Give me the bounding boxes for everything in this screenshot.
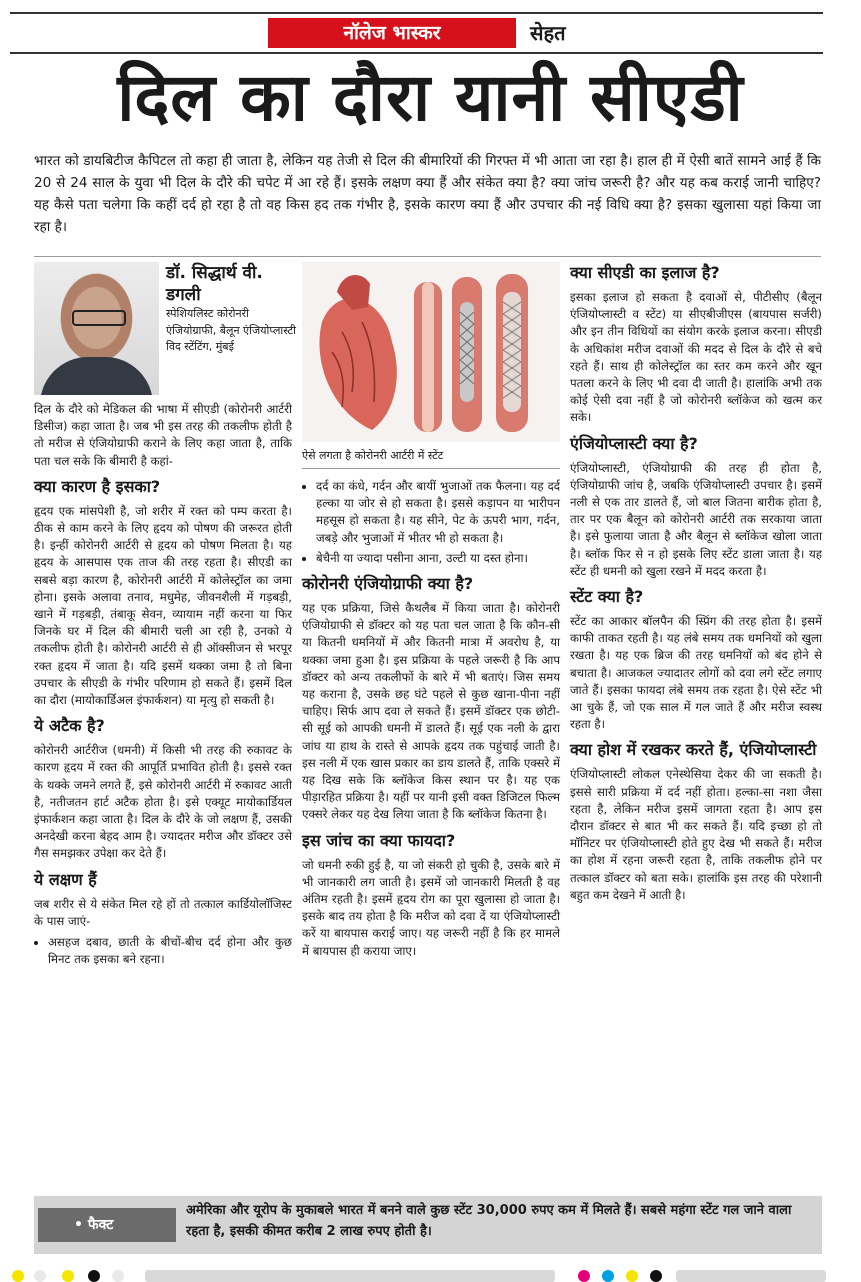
fact-label-text: • फैक्ट (74, 1217, 114, 1233)
heading-conscious: क्या होश में रखकर करते हैं, एंजियोप्लास्टी (570, 740, 817, 760)
author-description: स्पेशियलिस्ट कोरोनरी एंजियोग्राफी, बैलून एंजियोप्लास्टी विद स्टेंटिंग, मुंबई (166, 307, 296, 353)
paragraph-causes: हृदय एक मांसपेशी है, जो शरीर में रक्त को पम्प करता है। ठीक से काम करने के लिए हृदय को पोषण की जरूरत होती है। इन्हीं कोरोनरी आर्टरी से हृदय को पोषण मिलता है। यह हृदय के आसपास एक ताज की तरह रहता है। सीएडी का सबसे बड़ा कारण है, कोरोनरी आर्टरी में कोलेस्ट्रॉल का जमा होना। इसके अलावा तनाव, मधुमेह, जीवनशैली में गड़बड़ी, खाने में गड़बड़ी, तंबाकू सेवन, व्यायाम नहीं करना या फिर जिनके घर में दिल की बीमारी चली आ रही है, उनको ये तकलीफ होती है। कोरोनरी आर्टरी से ही ऑक्सीजन से भरपूर रक्त हृदय में जाता है। यदि इसमें थक्का जमा है तो बिना उपचार के सीएडी के गंभीर परिणाम हो सकते हैं। इसमें दिल का दौरा (मायोकार्डिअल इंफार्कशन) या मृत्यु हो सकती है। (34, 503, 292, 708)
paragraph-angiography: यह एक प्रक्रिया, जिसे कैथलैब में किया जाता है। कोरोनरी एंजियोग्राफी से डॉक्टर को यह पता चल जाता है कि कौन-सी या कितनी धमनियों में और कितनी मात्रा में अवरोध है, या थक्का जमा हुआ है। इस प्रक्रिया के पहले जरूरी है कि आप डॉक्टर को अन्य तकलीफों के बारे में भी बताएं। जिस समय यह कराना है, उसके छह घंटे पहले से कुछ खाना-पीना नहीं चाहिए। सिर्फ आप दवा ले सकते हैं। इसमें डॉक्टर एक छोटी-सी सूई को आपकी धमनी में डालते हैं। सूई एक नली के द्वारा जांघ या हाथ के रास्ते से आपके हृदय तक पहुंचाई जाती है। इस नली में एक खास प्रकार का डाय डालते हैं, ताकि एक्सरे में यह दिख सके कि ब्लॉकेज किस स्थान पर है। यह एक पीड़ारहित प्रक्रिया है। यहीं पर यानी इसी वक्त डिजिटल फिल्म एक्सरे लेकर यह देख लिया जाता है कि ब्लॉकेज कितना है। (302, 601, 560, 822)
registration-dot (578, 1270, 590, 1282)
paragraph-angioplasty: एंजियोप्लास्टी, एंजियोग्राफी की तरह ही होता है, एंजियोग्राफी जांच है, जबकि एंजियोप्लास्टी उपचार है। इसमें नली से एक तार डालते हैं, जो बाल जितना बारीक होता है, तार पर एक बैलून को कोरोनरी आर्टरी तक सरकाया जाता है। इसे फुलाया जाता है और बैलून से ब्लॉकेज खोला जाता है। ब्लॉक फिर से न हो इसके लिए स्टेंट डाला जाता है। यह स्टेंट ही धमनी को खुला रखने में मदद करता है। (570, 460, 822, 578)
registration-strip (145, 1270, 555, 1282)
brand-label: नॉलेज भास्कर (268, 18, 516, 48)
registration-dot (12, 1270, 24, 1282)
intro-paragraph: भारत को डायबिटीज कैपिटल तो कहा ही जाता है, लेकिन यह तेजी से दिल की बीमारियों की गिरफ्त में भी आता जा रहा है। हाल ही में ऐसी बातें सामने आई हैं कि 20 से 24 साल के युवा भी दिल के दौरे की चपेट में आ रहे हैं। इसके लक्षण क्या हैं और संकेत क्या है? क्या जांच जरूरी है? और यह कब कराई जानी चाहिए? यह कैसे पता चलेगा कि कहीं दर्द हो रहा है तो वह किस हद तक गंभीर है, इसके कारण क्या हैं और उपचार की नई विधि क्या है? इसका खुलासा यहां किया जा रहा है। (34, 153, 821, 235)
symptom-list (34, 934, 292, 968)
registration-dot (62, 1270, 74, 1282)
heading-attack: ये अटैक है? (34, 716, 105, 736)
heading-stent: स्टेंट क्या है? (570, 587, 644, 607)
symptom-list-continued (302, 478, 560, 567)
heading-causes: क्या कारण है इसका? (34, 476, 161, 496)
heading-angioplasty: एंजियोप्लास्टी क्या है? (570, 433, 698, 453)
heading-benefit: इस जांच का क्या फायदा? (302, 830, 456, 850)
fact-label (38, 1208, 176, 1242)
paragraph-attack: कोरोनरी आर्टरीज (धमनी) में किसी भी तरह की रुकावट के कारण हृदय में रक्त की आपूर्ति प्रभावित होती है। इससे रक्त के थक्के जमने लगते हैं, इसे कोरोनरी आर्टरी में रुकावट आती है, नतीजतन हार्ट अटैक होता है। इसे एक्यूट मायोकार्डियल इंफार्कशन कहा जाता है। दिल के दौरे के जो लक्षण हैं, उसकी अनदेखी करना बेहद आम है। ज्यादतर मरीज और डॉक्टर उसे गैस समझकर उपेक्षा कर देते हैं। (34, 743, 292, 861)
paragraph-symptoms: जब शरीर से ये संकेत मिल रहे हों तो तत्काल कार्डियोलॉजिस्ट के पास जाएं- (34, 896, 292, 928)
heading-treatment: क्या सीएडी का इलाज है? (570, 263, 720, 282)
symptom-item: • असहज दबाव, छाती के बीचों-बीच दर्द होना और कुछ मिनट तक इसका बने रहना। (48, 934, 292, 968)
symptom-item: • बेचैनी या ज्यादा पसीना आना, उल्टी या दस्त होना। (316, 550, 560, 567)
registration-dot (650, 1270, 662, 1282)
author-block (166, 262, 296, 356)
paragraph-conscious: एंजियोप्लास्टी लोकल एनेस्थेसिया देकर की जा सकती है। इससे सारी प्रक्रिया में दर्द नहीं होता। हल्का-सा नशा जैसा रहता है, लेकिन मरीज इसमें जागता रहता है। आप इस दौरान डॉक्टर से बात भी कर सकते हैं। यदि इच्छा हो तो मॉनिटर पर एंजियोप्लास्टी होते हुए देख भी सकते हैं। मरीज का होश में रहना जरूरी रहता है, ताकि तकलीफ होने पर तत्काल डॉक्टर को बता सके। हालांकि इस तरह की परेशानी बहुत कम देखने में आती है। (570, 767, 822, 902)
paragraph-stent: स्टेंट का आकार बॉलपैन की स्प्रिंग की तरह होता है। इसमें काफी ताकत रहती है। यह लंबे समय तक धमनियों को खुला रखता है। यह एक ब्रिज की तरह धमनियों को बंद होने से बचाता है। आजकल ज्यादातर लोगों को दवा लगे स्टेंट लगाए जाते हैं। इसका फायदा लंबे समय तक रहता है। ऐसे स्टेंट भी आ चुके हैं, जो एक साल में गल जाते हैं और मरीज स्वस्थ रहता है। (570, 614, 822, 732)
registration-dot (112, 1270, 124, 1282)
registration-dot (626, 1270, 638, 1282)
header-bottom-rule (10, 52, 823, 54)
column-1 (34, 401, 292, 972)
figure-caption: ऐसे लगता है कोरोनरी आर्टरी में स्टेंट (302, 449, 444, 462)
registration-dot (602, 1270, 614, 1282)
fact-text: अमेरिका और यूरोप के मुकाबले भारत में बनने वाले कुछ स्टेंट 30,000 रुपए कम में मिलते हैं। सबसे महंगा स्टेंट गल जाने वाला रहता है, इसकी कीमत करीब 2 लाख रुपए होती है। (186, 1203, 792, 1239)
section-label: सेहत (530, 21, 566, 45)
registration-dot (88, 1270, 100, 1282)
paragraph-benefit: जो धमनी रुकी हुई है, या जो संकरी हो चुकी है, उसके बारे में भी जानकारी लग जाती है। इसमें जो जानकारी मिलती है वह अंतिम रहती है। इसमें हृदय रोग का पूरा खुलासा हो जाता है। इसके बाद तय होता है कि मरीज को दवा दें या एंजियोप्लास्टी करें या बायपास कराई जाए। यह जरूरी नहीं है कि हर मामले में बायपास ही कराया जाए। (302, 857, 560, 958)
author-photo (34, 262, 159, 395)
page-title: दिल का दौरा यानी सीएडी (117, 59, 744, 136)
author-name: डॉ. सिद्धार्थ वी. डगली (166, 263, 263, 305)
registration-strip (676, 1270, 826, 1282)
registration-dot (34, 1270, 46, 1282)
heading-angiography: कोरोनरी एंजियोग्राफी क्या है? (302, 574, 474, 594)
heart-artery-illustration (302, 262, 560, 442)
stent-illustration (302, 262, 560, 442)
heading-symptoms: ये लक्षण हैं (34, 869, 97, 889)
paragraph-treatment: इसका इलाज हो सकता है दवाओं से, पीटीसीए (बैलून एंजियोप्लास्टी व स्टेंट) या सीएबीजीएस (बायपास सर्जरी) और इन तीन विधियों का संयोग करके इलाज करना। सीएडी के अधिकांश मरीज दवाओं की मदद से दिल के दौरे से बचे रहते हैं। साथ ही कोलेस्ट्रॉल का स्तर कम करने और खून पतला करने के लिए भी दवा दी जाती है। हालांकि अभी तक कोई ऐसी दवा नहीं है जो कोरोनरी ब्लॉकेज को खत्म कर सके। (570, 290, 822, 425)
column-3 (570, 256, 822, 908)
symptom-item: • दर्द का कंधे, गर्दन और बायीं भुजाओं तक फैलना। यह दर्द हल्का या जोर से हो सकता है। इससे कड़ापन या भारीपन महसूस हो सकता है। यह सीने, पेट के ऊपरी भाग, गर्दन, जबड़े और भुजाओं में भीतर भी हो सकता है। (316, 478, 560, 547)
caption-divider (302, 468, 560, 469)
column-2 (302, 478, 560, 964)
lead-paragraph: दिल के दौरे को मेडिकल की भाषा में सीएडी (कोरोनरी आर्टरी डिसीज) कहा जाता है। जब भी इस तरह की तकलीफ होती है तो मरीज से एंजियोग्राफी कराने के लिए कहा जाता है, ताकि पता चल सके कि बीमारी है कहां- (34, 402, 292, 468)
header-top-rule (10, 12, 823, 14)
